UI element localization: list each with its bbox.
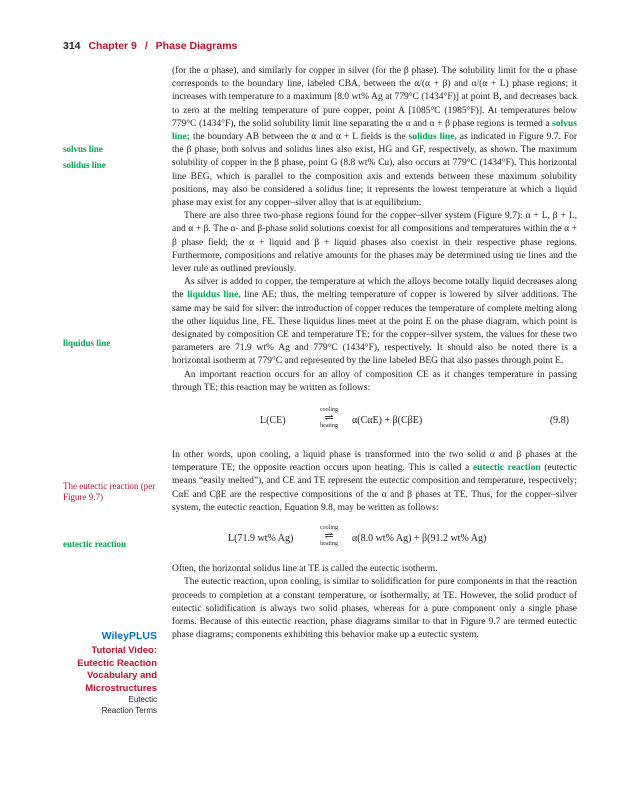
chapter-title: Phase Diagrams	[155, 40, 238, 52]
body-text	[172, 65, 577, 642]
key-term-eutectic: eutectic reaction	[472, 463, 541, 474]
running-header	[63, 40, 237, 52]
tutorial-line-4[interactable]: Microstructures	[85, 682, 157, 694]
tutorial-line-3[interactable]: Vocabulary and	[86, 670, 157, 681]
tutorial-sub-1[interactable]: Eutectic	[128, 695, 157, 704]
margin-term-eutectic-reaction: eutectic reaction	[63, 539, 127, 549]
margin-note-eutectic: The eutectic reaction (per Figure 9.7)	[63, 481, 156, 502]
key-term-solidus: solidus line,	[408, 132, 457, 143]
reversible-arrow-icon: cooling ⇌ heating	[320, 525, 338, 548]
chapter-label: Chapter 9	[88, 40, 137, 52]
equation-number: (9.8)	[549, 415, 569, 427]
eq2-rhs: α(8.0 wt% Ag) + β(91.2 wt% Ag)	[352, 533, 487, 545]
header-separator: /	[144, 40, 148, 52]
key-term-solvus: solvus line;	[172, 118, 577, 143]
margin-term-solidus: solidus line	[63, 160, 106, 170]
wileyplus-logo: WileyPLUS	[101, 630, 157, 642]
wileyplus-sidebar[interactable]	[77, 630, 157, 716]
paragraph-4: An important reaction occurs for an alloy of composition CE as it changes temperature in passing through TE; this reaction may be written as follows:	[172, 369, 577, 393]
paragraph-5: In other words, upon cooling, a liquid phase is transformed into the two solid α and β phases at the temperature TE; the opposite reaction occurs upon heating. This is called a eutectic reaction (eutectic means “easily melted”), and CE and TE represent the eutectic composition and temperature, respectively; CαE and CβE are the respective compositions of the α and β phases at TE. Thus, for the copper–silver system, the eutectic reaction, Equation 9.8, may be written as follows:	[172, 450, 578, 513]
eq1-lhs: L(CE)	[260, 415, 286, 427]
paragraph-2: There are also three two-phase regions found for the copper–silver system (Figure 9.7): α + L, β + L, and α + β. The α- and β-phase solid solutions coexist for all compositions and temperatures within the α + β phase field; the α + liquid and β + liquid phases also coexist in their respective phase regions. Furthermore, compositions and relative amounts for the phases may be determined using tie lines and the lever rule as outlined previously.	[172, 211, 577, 275]
page-number: 314	[63, 40, 81, 52]
equation-copper-silver	[172, 523, 577, 557]
tutorial-line-1[interactable]: Tutorial Video:	[91, 645, 157, 656]
equation-9-8	[172, 405, 577, 439]
reversible-arrow-icon: cooling ⇌ heating	[320, 407, 338, 430]
margin-term-liquidus: liquidus line	[63, 338, 111, 348]
eq1-rhs: α(CαE) + β(CβE)	[352, 415, 423, 427]
eq2-lhs: L(71.9 wt% Ag)	[228, 533, 294, 545]
paragraph-1: (for the α phase), and similarly for copper in silver (for the β phase). The solubility limit for the α phase corresponds to the boundary line, labeled CBA, between the α/(α + β) and α/(α + L) phase regions; it increases with temperature to a maximum [8.0 wt% Ag at 779°C (1434°F)] at point B, and decreases back to zero at the melting temperature of pure copper, point A [1085°C (1985°F)]. At temperatures below 779°C (1434°F), the solid solubility limit line separating the α and α + β phase regions is termed a solvus line; the boundary AB between the α and α + L fields is the solidus line, as indicated in Figure 9.7. For the β phase, both solvus and solidus lines also exist, HG and GF, respectively, as shown. The maximum solubility of copper in the β phase, point G (8.8 wt% Cu), also occurs at 779°C (1434°F). This horizontal line BEG, which is parallel to the composition axis and extends between these maximum solubility positions, may also be considered a solidus line; it represents the lowest temperature at which a liquid phase may exist for any copper–silver alloy that is at equilibrium.	[172, 66, 578, 209]
key-term-liquidus: liquidus line,	[187, 290, 241, 301]
tutorial-sub-2[interactable]: Reaction Terms	[101, 705, 157, 715]
margin-term-solvus: solvus line	[63, 144, 103, 154]
paragraph-6: Often, the horizontal solidus line at TE is called the eutectic isotherm.	[172, 564, 438, 575]
paragraph-7: The eutectic reaction, upon cooling, is similar to solidification for pure components in that the reaction proceeds to completion at a constant temperature, or isothermally, at TE. However, the solid product of eutectic solidification is always two solid phases, whereas for a pure component only a single phase forms. Because of this eutectic reaction, phase diagrams similar to that in Figure 9.7 are termed eutectic phase diagrams; components exhibiting this behavior make up a eutectic system.	[172, 577, 577, 641]
tutorial-line-2[interactable]: Eutectic Reaction	[77, 657, 157, 669]
paragraph-3: As silver is added to copper, the temperature at which the alloys become totally liquid decreases along the liquidus line, line AE; thus, the melting temperature of copper is lowered by silver additions. The same may be said for silver: the introduction of copper reduces the temperature of complete melting along the other liquidus line, FE. These liquidus lines meet at the point E on the phase diagram, which point is designated by composition CE and temperature TE; for the copper–silver system, the values for these two parameters are 71.9 wt% Ag and 779°C (1434°F), respectively. It should also be noted there is a horizontal isotherm at 779°C and represented by the line labeled BEG that also passes through point E.	[172, 277, 578, 367]
